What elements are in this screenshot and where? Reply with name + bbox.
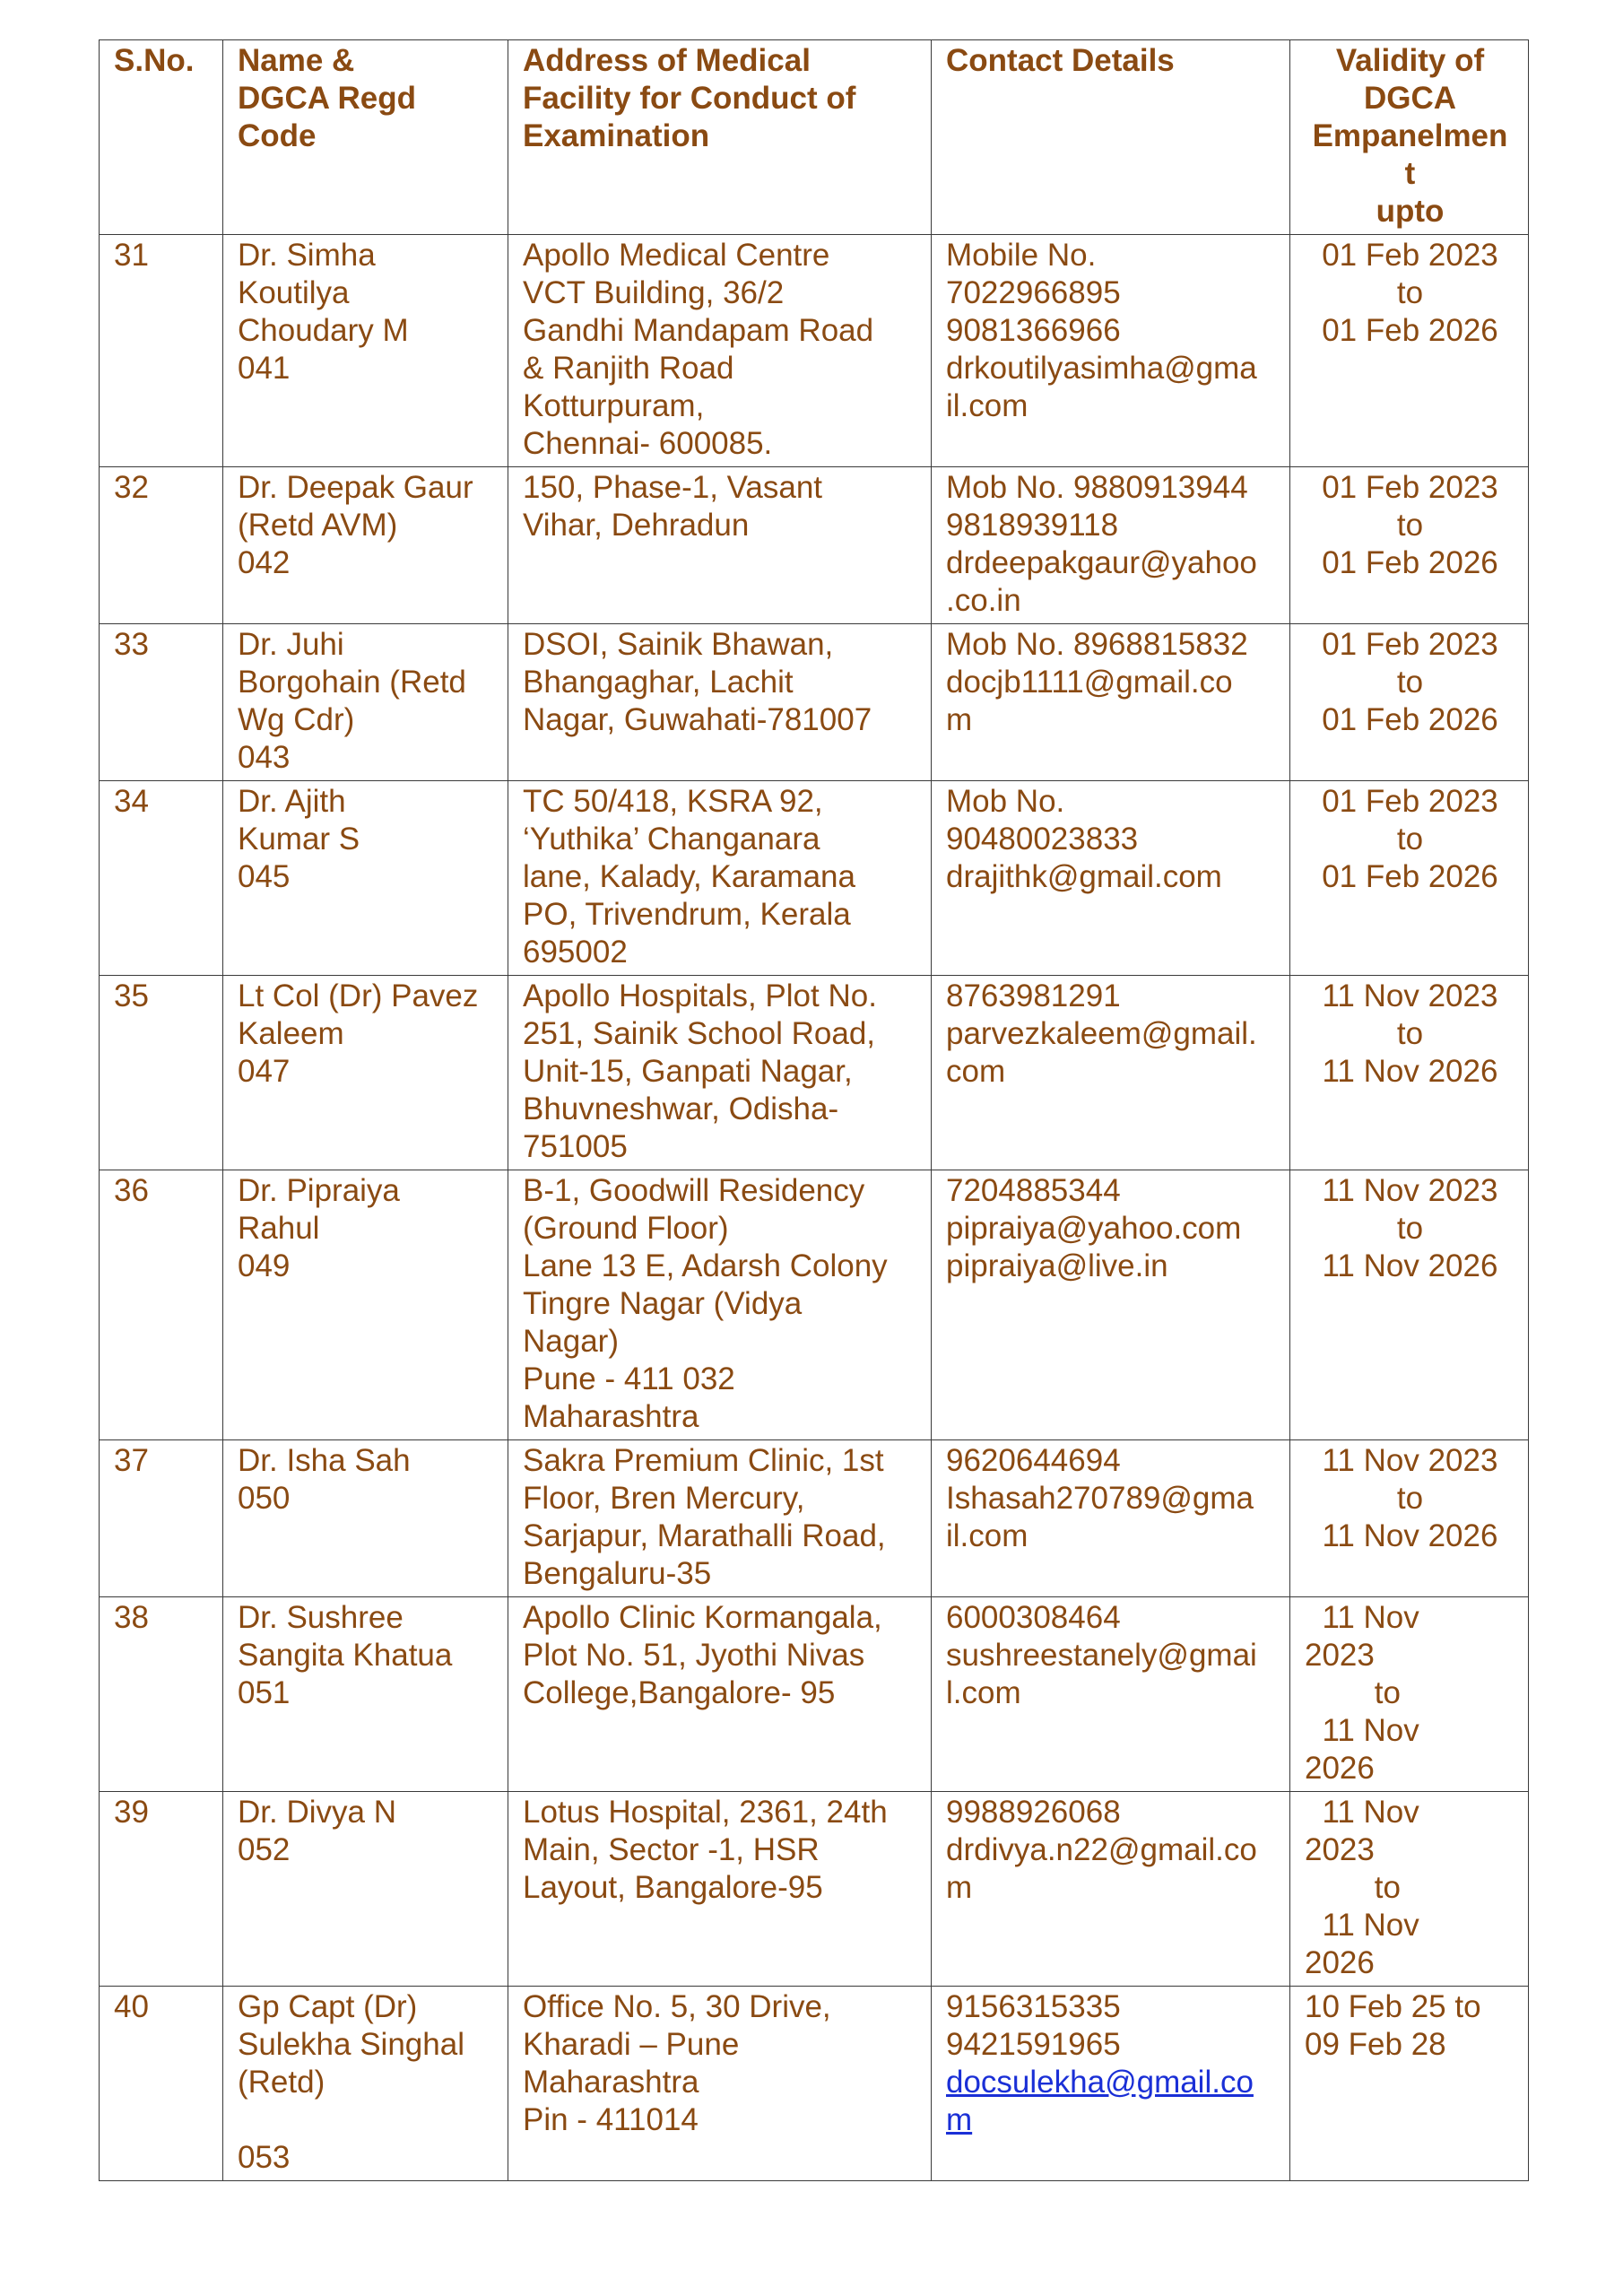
email-link[interactable]: docsulekha@gmail.co m [946,2065,1254,2137]
table-row [100,976,1529,1170]
cell-sno: 37 [100,1440,223,1597]
table-row [100,624,1529,781]
cell-name: Dr. Sushree Sangita Khatua 051 [223,1597,508,1792]
cell-validity: 11 Nov 2023 to 11 Nov 2026 [1290,1792,1529,1987]
cell-address: Office No. 5, 30 Drive, Kharadi – Pune Maharashtra Pin - 411014 [508,1987,932,2181]
cell-validity: 11 Nov 2023 to 11 Nov 2026 [1290,1597,1529,1792]
cell-sno: 36 [100,1170,223,1440]
cell-name: Dr. Simha Koutilya Choudary M 041 [223,235,508,467]
cell-contact: Mob No. 8968815832 docjb1111@gmail.co m [932,624,1290,781]
empanelled-doctors-table [99,39,1529,2181]
contact-phones: 9156315335 9421591965 [946,1989,1121,2062]
table-header-row [100,40,1529,235]
cell-validity: 10 Feb 25 to 09 Feb 28 [1290,1987,1529,2181]
cell-address: TC 50/418, KSRA 92, ‘Yuthika’ Changanara lane, Kalady, Karamana PO, Trivendrum, Kerala 695002 [508,781,932,976]
cell-address: Sakra Premium Clinic, 1st Floor, Bren Mercury, Sarjapur, Marathalli Road, Bengaluru-35 [508,1440,932,1597]
cell-contact: Mob No. 9880913944 9818939118 drdeepakgaur@yahoo .co.in [932,467,1290,624]
cell-validity: 11 Nov 2023 to 11 Nov 2026 [1290,1440,1529,1597]
cell-name: Lt Col (Dr) Pavez Kaleem 047 [223,976,508,1170]
cell-validity: 01 Feb 2023 to 01 Feb 2026 [1290,235,1529,467]
cell-contact: 8763981291 parvezkaleem@gmail. com [932,976,1290,1170]
cell-address: Lotus Hospital, 2361, 24th Main, Sector -1, HSR Layout, Bangalore-95 [508,1792,932,1987]
cell-contact [932,1987,1290,2181]
cell-address: Apollo Medical Centre VCT Building, 36/2 Gandhi Mandapam Road & Ranjith Road Kotturpuram, Chennai- 600085. [508,235,932,467]
cell-sno: 31 [100,235,223,467]
table-row [100,1987,1529,2181]
table-row [100,781,1529,976]
cell-contact: 7204885344 pipraiya@yahoo.com pipraiya@live.in [932,1170,1290,1440]
cell-name: Dr. Pipraiya Rahul 049 [223,1170,508,1440]
cell-sno: 32 [100,467,223,624]
cell-validity: 01 Feb 2023 to 01 Feb 2026 [1290,624,1529,781]
cell-sno: 39 [100,1792,223,1987]
table-row [100,1170,1529,1440]
header-validity: Validity of DGCA Empanelmen t upto [1290,40,1529,235]
table-row [100,467,1529,624]
cell-contact: Mob No. 90480023833 drajithk@gmail.com [932,781,1290,976]
cell-sno: 34 [100,781,223,976]
cell-contact: 6000308464 sushreestanely@gmai l.com [932,1597,1290,1792]
cell-address: DSOI, Sainik Bhawan, Bhangaghar, Lachit Nagar, Guwahati-781007 [508,624,932,781]
cell-validity: 01 Feb 2023 to 01 Feb 2026 [1290,781,1529,976]
cell-name: Dr. Juhi Borgohain (Retd Wg Cdr) 043 [223,624,508,781]
header-sno: S.No. [100,40,223,235]
cell-name: Dr. Deepak Gaur (Retd AVM) 042 [223,467,508,624]
cell-name: Dr. Isha Sah 050 [223,1440,508,1597]
cell-address: Apollo Clinic Kormangala, Plot No. 51, Jyothi Nivas College,Bangalore- 95 [508,1597,932,1792]
header-address: Address of Medical Facility for Conduct of Examination [508,40,932,235]
cell-sno: 38 [100,1597,223,1792]
cell-contact: 9988926068 drdivya.n22@gmail.co m [932,1792,1290,1987]
cell-sno: 35 [100,976,223,1170]
header-name: Name & DGCA Regd Code [223,40,508,235]
cell-name: Dr. Ajith Kumar S 045 [223,781,508,976]
cell-name: Dr. Divya N 052 [223,1792,508,1987]
table-row [100,235,1529,467]
table-row [100,1440,1529,1597]
cell-validity: 11 Nov 2023 to 11 Nov 2026 [1290,1170,1529,1440]
cell-address: 150, Phase-1, Vasant Vihar, Dehradun [508,467,932,624]
cell-sno: 40 [100,1987,223,2181]
cell-contact: 9620644694 Ishasah270789@gma il.com [932,1440,1290,1597]
cell-sno: 33 [100,624,223,781]
cell-address: Apollo Hospitals, Plot No. 251, Sainik School Road, Unit-15, Ganpati Nagar, Bhuvneshwar, Odisha- 751005 [508,976,932,1170]
table-row [100,1792,1529,1987]
cell-address: B-1, Goodwill Residency (Ground Floor) Lane 13 E, Adarsh Colony Tingre Nagar (Vidya Nagar) Pune - 411 032 Maharashtra [508,1170,932,1440]
cell-contact: Mobile No. 7022966895 9081366966 drkoutilyasimha@gma il.com [932,235,1290,467]
cell-validity: 11 Nov 2023 to 11 Nov 2026 [1290,976,1529,1170]
table-row [100,1597,1529,1792]
cell-name: Gp Capt (Dr) Sulekha Singhal (Retd) 053 [223,1987,508,2181]
cell-validity: 01 Feb 2023 to 01 Feb 2026 [1290,467,1529,624]
header-contact: Contact Details [932,40,1290,235]
